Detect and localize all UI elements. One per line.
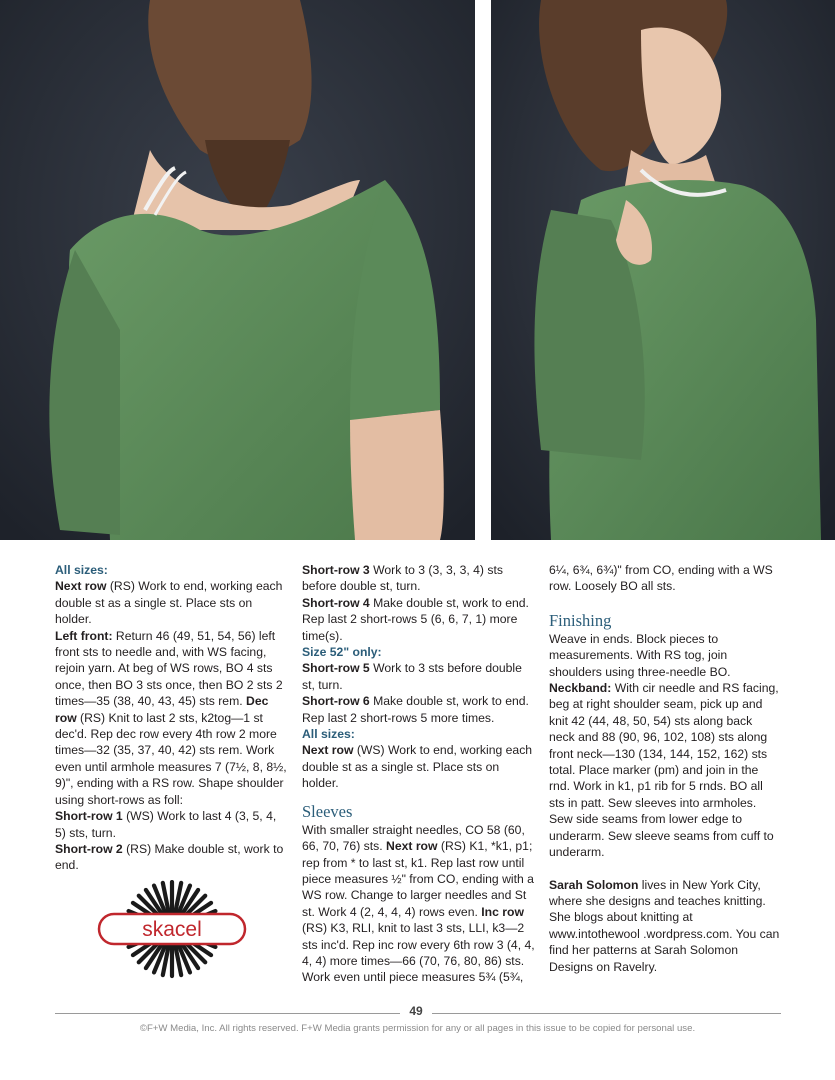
paragraph-finishing: Weave in ends. Block pieces to measurements. With RS tog, join shoulders using three-needle BO. Neckband: With cir needle and RS facing, beg at right shoulder seam, pick up and knit 42 (44, 48, 50, 54) sts along back neck and 88 (90, 96, 102, 108) sts along front neck—130 (134, 144, 152, 162) sts total. Place marker (pm) and join in the rnd. Work in k1, p1 rib for 5 rnds. BO all sts in patt. Sew sleeves into armholes. Sew side seams from lower edge to underarm. Sew sleeve seams from cuff to underarm.	[549, 631, 779, 860]
column-2	[302, 562, 538, 986]
paragraph-short-row-6: Short-row 6 Make double st, work to end. Rep last 2 short-rows 5 more times.	[302, 694, 529, 725]
skacel-logo	[96, 880, 248, 980]
subheading-size-52: Size 52" only:	[302, 645, 382, 660]
page-number: 49	[409, 1004, 423, 1018]
subheading-all-sizes: All sizes:	[55, 563, 108, 577]
paragraph-short-row-2: Short-row 2 (RS) Make double st, work to end.	[55, 841, 284, 873]
paragraph-short-row-4: Short-row 4 Make double st, work to end. Rep last 2 short-rows 5 (6, 6, 7, 1) more time(s).	[302, 595, 529, 643]
photo-side-view	[491, 0, 835, 540]
paragraph-next-row: Next row (RS) Work to end, working each double st as a single st. Place sts on holder.	[55, 579, 283, 627]
subheading-all-sizes-2: All sizes:	[302, 727, 355, 742]
paragraph-short-row-3: Short-row 3 Work to 3 (3, 3, 3, 4) sts before double st, turn.	[302, 563, 503, 594]
column-1	[55, 562, 287, 874]
paragraph-sleeve-continued: 6¼, 6¾, 6¾)" from CO, ending with a WS row. Loosely BO all sts.	[549, 563, 773, 594]
footer-rule-right	[432, 1013, 781, 1014]
footer-rule-left	[55, 1013, 400, 1014]
paragraph-sleeves: With smaller straight needles, CO 58 (60, 66, 70, 76) sts. Next row (RS) K1, *k1, p1; rep from * to last st, k1. Rep last row until piece measures ½" from CO, ending with a WS row. Change to larger needles and St st. Work 4 (2, 4, 4, 4) rows even. Inc row (RS) K3, RLI, knit to last 3 sts, LLI, k3—2 sts inc'd. Rep inc row every 6th row 3 (4, 4, 4, 4) more times—66 (70, 76, 80, 86) sts. Work even until piece measures 5¾ (5¾,	[302, 822, 535, 985]
paragraph-left-front: Left front: Return 46 (49, 51, 54, 56) left front sts to needle and, with WS facing, rejoin yarn. At beg of WS rows, BO 4 sts once, then BO 3 sts once, then BO 2 sts 2 times—35 (38, 40, 43, 45) sts rem. Dec row (RS) Knit to last 2 sts, k2tog—1 st dec'd. Rep dec row every 4th row 2 more times—32 (35, 37, 40, 42) sts rem. Work even until armhole measures 7 (7½, 8, 8½, 9)", ending with a RS row. Shape shoulder using short-rows as foll:	[55, 628, 287, 807]
logo-text: skacel	[142, 918, 202, 941]
copyright-notice: ©F+W Media, Inc. All rights reserved. F+W Media grants permission for any or all pages in this issue to be copied for personal use.	[139, 1023, 696, 1034]
photo-back-view	[0, 0, 475, 540]
paragraph-designer-bio: Sarah Solomon lives in New York City, where she designs and teaches knitting. She blogs about knitting at www.intothewool .wordpress.com. You can find her patterns at Sarah Solomon Designs on Ravelry.	[549, 877, 780, 974]
heading-finishing: Finishing	[549, 610, 612, 630]
heading-sleeves: Sleeves	[302, 801, 353, 821]
column-3	[549, 562, 781, 975]
paragraph-short-row-5: Short-row 5 Work to 3 sts before double st, turn.	[302, 661, 522, 692]
paragraph-next-row-ws: Next row (WS) Work to end, working each double st as a single st. Place sts on holder.	[302, 743, 533, 791]
paragraph-short-row-1: Short-row 1 (WS) Work to last 4 (3, 5, 4, 5) sts, turn.	[55, 809, 277, 840]
